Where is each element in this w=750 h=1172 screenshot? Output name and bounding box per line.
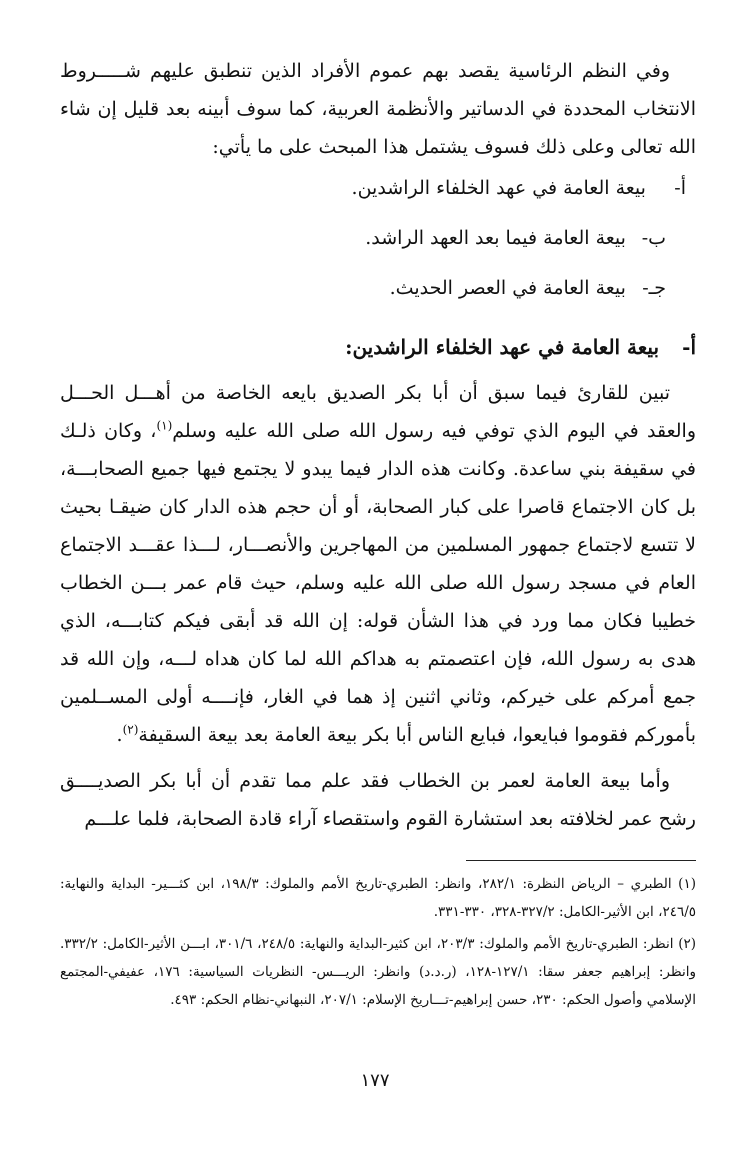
section-title: بيعة العامة في عهد الخلفاء الراشدين: — [345, 335, 660, 359]
outline-text: بيعة العامة فيما بعد العهد الراشد. — [365, 227, 626, 249]
body-text: . — [116, 724, 123, 746]
outline-item-a — [60, 174, 696, 224]
section-marker: أ- — [682, 335, 696, 359]
footnote-ref-1: (١) — [156, 418, 173, 433]
intro-paragraph: وفي النظم الرئاسية يقصد بهم عموم الأفراد الذين تنطبق عليهم شـــــروط الانتخاب المحددة في الدساتير والأنظمة العربية، كما سوف أبينه بعد قليل إن شاء الله تعالى وعلى ذلك فسوف يشتمل هذا المبحث على ما يأتي: — [60, 60, 696, 158]
footnotes — [60, 870, 696, 1018]
page-number: ١٧٧ — [360, 1070, 390, 1091]
outline-item-b — [60, 224, 696, 274]
outline-marker: ب- — [641, 227, 666, 249]
footnote-2: (٢) انظر: الطبري-تاريخ الأمم والملوك: ٢٠٣/٣، ابن كثير-البداية والنهاية: ٢٤٨/٥، ٣٠١/٦، ابـــن الأثير-الكامل: ٣٣٢/٢. وانظر: إبراهيم جعفر سقا: ١٢٧/١-١٢٨، (ر.د.د) وانظر: الريـــس- النظريات السياسية: ١٧٦، عفيفي-المجتمع الإسلامي وأصول الحكم: ٢٣٠، حسن إبراهيم-تـــاريخ الإسلام: ٢٠٧/١، النبهاني-نظام الحكم: ٤٩٣. — [60, 936, 697, 1008]
body-paragraph-2: وأما بيعة العامة لعمر بن الخطاب فقد علم مما تقدم أن أبا بكر الصديــــق رشح عمر لخلافته بعد استشارة القوم واستقصاء آراء قادة الصحابة، فلما علـــم — [60, 770, 696, 830]
body-text: تبين للقارئ فيما سبق أن أبا بكر الصديق بايعه الخاصة من أهـــل الحـــل والعقد في اليوم الذي توفي فيه رسول الله صلى الله عليه وسلم — [60, 382, 696, 442]
section-heading — [60, 330, 696, 364]
outline-text: بيعة العامة في عهد الخلفاء الراشدين. — [351, 177, 646, 199]
outline-text: بيعة العامة في العصر الحديث. — [389, 277, 626, 299]
page-body — [60, 52, 696, 838]
body-text: ، وكان ذلـك في سقيفة بني ساعدة. وكانت هذه الدار فيما يبدو لا يجتمع فيها جميع الصحابـــة، بل كان الاجتماع قاصرا على كبار الصحابة، أو أن حجم هذه الدار كان ضيقـا بحيث لا تتسع لاجتماع جمهور المسلمين من المهاجرين والأنصـــار، لـــذا عقـــد الاجتماع العام في مسجد رسول الله صلى الله عليه وسلم، حيث قام عمر بـــن الخطاب خطيبا فكان مما ورد في هذا الشأن قوله: إن الله قد أبقى فيكم كتابـــه، الذي هدى به رسول الله، فإن اعتصمتم به هداكم الله لما كان هداه لـــه، وإن الله قد جمع أمركم على خيركم، وثاني اثنين إذ هما في الغار، فإنــــه أولى المســلمين بأموركم فقوموا فبايعوا، فبايع الناس أبا بكر بيعة العامة بعد بيعة السقيفة — [60, 420, 696, 746]
footnote-divider — [466, 860, 696, 861]
footnote-1: (١) الطبري – الرياض النظرة: ٢٨٢/١، وانظر: الطبري-تاريخ الأمم والملوك: ١٩٨/٣، ابن كثـــير- البداية والنهاية: ٢٤٦/٥، ابن الأثير-الكامل: ٣٢٧/٢-٣٢٨، ٣٣٠-٣٣١. — [60, 876, 696, 920]
footnote-ref-2: (٢) — [122, 722, 139, 737]
body-paragraph-1 — [60, 374, 696, 754]
outline-marker: جـ- — [642, 277, 666, 299]
outline-item-c — [60, 274, 696, 324]
outline-marker: أ- — [674, 177, 686, 199]
